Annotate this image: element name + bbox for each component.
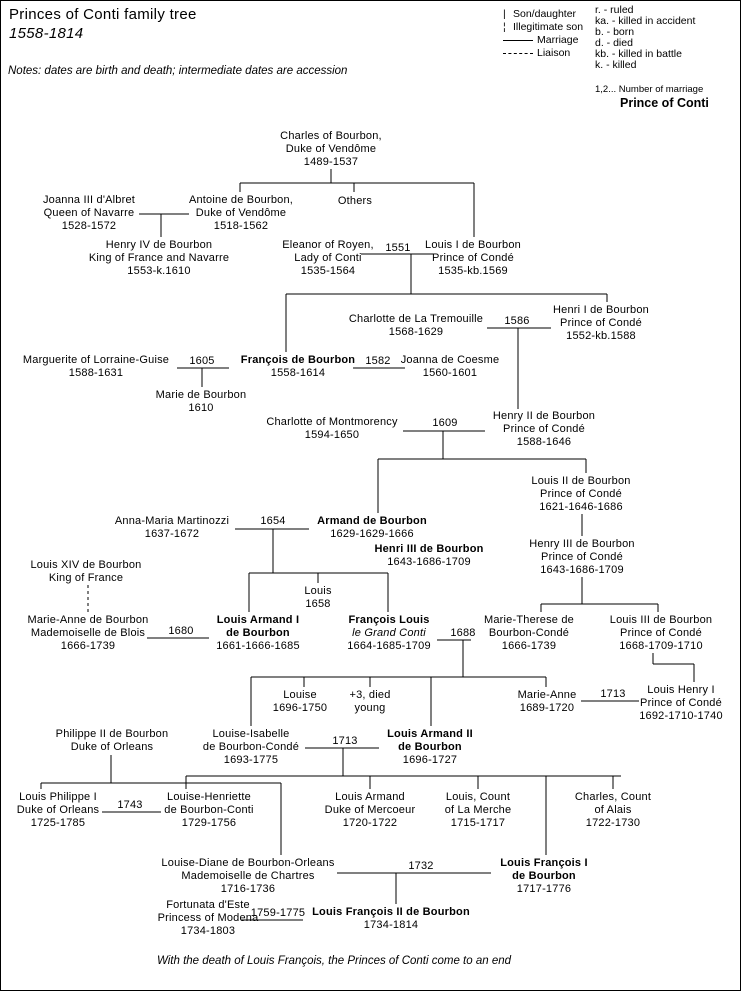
page-title: Princes of Conti family tree: [9, 6, 197, 23]
person-line: 1666-1739: [501, 640, 557, 652]
person-louis-iii: [610, 614, 712, 653]
person-line: Henry IV de Bourbon: [105, 239, 213, 251]
person-line: 1588-1646: [516, 436, 572, 448]
person-line: +3, died: [349, 689, 391, 701]
person-line: de Bourbon: [226, 627, 290, 639]
liaison-line-icon: [503, 53, 533, 54]
person-louis-armand-mercoeur: [325, 791, 416, 830]
legend-prince-of-conti-note: Prince of Conti: [620, 96, 709, 110]
person-line: Queen of Navarre: [43, 207, 135, 219]
person-line: Eleanor of Royen,: [282, 239, 374, 251]
person-line: 1734-1803: [180, 925, 236, 937]
person-line: Prince of Condé: [640, 697, 722, 709]
person-louis-ii: [531, 475, 630, 514]
person-line: Fortunata d'Este: [166, 899, 250, 911]
person-line: 1734-1814: [363, 919, 419, 931]
person-line: 1696-1727: [402, 754, 458, 766]
person-line: 1637-1672: [144, 528, 200, 540]
person-line: Louise-Henriette: [167, 791, 251, 803]
person-line: 1552-kb.1588: [566, 330, 636, 342]
person-louis-armand-ii: [387, 728, 473, 767]
person-line: Princess of Modena: [157, 912, 259, 924]
legend-liaison-label: Liaison: [537, 47, 571, 59]
marriage-year-label: 1582: [365, 355, 391, 367]
legend-marriage-label: Marriage: [537, 34, 579, 46]
illegitimate-line-icon: ¦: [503, 21, 506, 33]
marriage-year-label: 1680: [168, 625, 194, 637]
person-line: Louis, Count: [445, 791, 511, 803]
legend-abbreviation: ka. - killed in accident: [595, 15, 696, 27]
person-line: Louis: [304, 585, 332, 597]
person-henry-ii: [493, 410, 595, 449]
person-line: Marie-Anne: [517, 689, 577, 701]
person-line: Louis Armand I: [216, 614, 300, 626]
person-marguerite-of-lorraine-guise: [23, 354, 169, 380]
person-line: 1643-1686-1709: [387, 556, 471, 568]
person-line: Henry II de Bourbon: [492, 410, 596, 422]
person-line: Louis François II de Bourbon: [312, 906, 470, 918]
person-line: Others: [337, 195, 373, 207]
person-line: 1518-1562: [213, 220, 269, 232]
person-charles-of-bourbon: [280, 130, 382, 169]
person-line: Duke of Orleans: [16, 804, 100, 816]
legend-marriage-number-note: 1,2... Number of marriage: [595, 84, 704, 95]
person-line: 1535-1564: [300, 265, 356, 277]
person-line: Duke of Vendôme: [195, 207, 287, 219]
person-line: 1568-1629: [388, 326, 444, 338]
person-line: Marie de Bourbon: [155, 389, 247, 401]
person-line: de Bourbon: [512, 870, 576, 882]
marriage-year-label: 1654: [260, 515, 286, 527]
marriage-year-label: 1605: [189, 355, 215, 367]
marriage-line-icon: [503, 40, 533, 41]
person-line: young: [354, 702, 386, 714]
person-line: 1666-1739: [60, 640, 116, 652]
person-plus-3-died-young: [349, 689, 390, 715]
person-line: Mademoiselle de Chartres: [181, 870, 315, 882]
person-line: Louis XIV de Bourbon: [30, 559, 142, 571]
person-eleanor-of-royen: [282, 239, 373, 278]
person-line: Louis François I: [500, 857, 588, 869]
person-line: 1692-1710-1740: [639, 710, 723, 722]
person-line: 1528-1572: [61, 220, 117, 232]
person-line: Prince of Condé: [560, 317, 642, 329]
person-line: Lady of Conti: [294, 252, 362, 264]
person-line: Louis III de Bourbon: [609, 614, 713, 626]
person-line: 1588-1631: [68, 367, 124, 379]
person-line: Louis Henry I: [647, 684, 715, 696]
marriage-year-label: 1551: [385, 242, 411, 254]
person-line: of Alais: [594, 804, 632, 816]
person-line: Duke of Vendôme: [285, 143, 377, 155]
person-line: Charles, Count: [574, 791, 652, 803]
marriage-year-label: 1586: [504, 315, 530, 327]
person-line: 1629-1629-1666: [330, 528, 414, 540]
person-line: King of France: [48, 572, 124, 584]
marriage-year-label: 1688: [450, 627, 476, 639]
legend-abbreviations: [595, 5, 695, 71]
person-line: de Bourbon-Conti: [164, 804, 254, 816]
person-henri-iii-de-bourbon: [374, 543, 483, 569]
marriage-year-label: 1609: [432, 417, 458, 429]
person-line: 1643-1686-1709: [540, 564, 624, 576]
person-antoine-de-bourbon: [189, 194, 293, 233]
person-henry-iv: [89, 239, 229, 278]
person-louis-armand-i: [216, 614, 300, 653]
person-line: Louise: [283, 689, 317, 701]
person-philippe-ii: [56, 728, 169, 754]
person-line: 1553-k.1610: [127, 265, 191, 277]
person-louis-philippe-i: [17, 791, 99, 830]
person-louis-francois-ii: [312, 906, 470, 932]
person-line: 1717-1776: [516, 883, 572, 895]
person-line: 1664-1685-1709: [347, 640, 431, 652]
person-louise-diane: [161, 857, 334, 896]
person-line: Joanna de Coesme: [400, 354, 500, 366]
person-line: François Louis: [348, 614, 430, 626]
person-line: Henri I de Bourbon: [553, 304, 649, 316]
person-joanna-de-coesme: [401, 354, 500, 380]
person-line: Louis Armand: [335, 791, 405, 803]
person-line: 1722-1730: [585, 817, 641, 829]
person-line: 1558-1614: [270, 367, 326, 379]
person-line: Charles of Bourbon,: [280, 130, 382, 142]
footer-note: With the death of Louis François, the Princes of Conti come to an end: [156, 955, 512, 967]
person-line: 1725-1785: [30, 817, 86, 829]
person-henri-i: [553, 304, 649, 343]
person-line: 1696-1750: [272, 702, 328, 714]
person-line: King of France and Navarre: [88, 252, 230, 264]
person-line: Louis II de Bourbon: [531, 475, 631, 487]
person-marie-de-bourbon: [156, 389, 247, 415]
legend-liaison: [503, 47, 583, 60]
person-marie-anne: [518, 689, 577, 715]
person-charlotte-de-la-tremouille: [349, 313, 483, 339]
legend-illegitimate-label: Illegitimate son: [513, 21, 584, 33]
person-charles-alais: [575, 791, 651, 830]
person-line: de Bourbon: [398, 741, 462, 753]
person-line: Louise-Isabelle: [212, 728, 290, 740]
person-line: 1715-1717: [450, 817, 506, 829]
person-line: 1489-1537: [303, 156, 359, 168]
person-charlotte-of-montmorency: [266, 416, 397, 442]
person-line: 1610: [188, 402, 214, 414]
person-line: Duke of Orleans: [70, 741, 154, 753]
person-line: Marguerite of Lorraine-Guise: [22, 354, 170, 366]
legend-abbreviation: k. - killed: [595, 59, 637, 71]
person-louise-henriette: [164, 791, 253, 830]
person-line: Prince of Condé: [432, 252, 514, 264]
person-line: Antoine de Bourbon,: [188, 194, 294, 206]
person-line: Duke of Mercoeur: [324, 804, 416, 816]
person-line: de Bourbon-Condé: [202, 741, 300, 753]
person-line: Philippe II de Bourbon: [55, 728, 169, 740]
person-fortunata-deste: [158, 899, 259, 938]
person-line: Marie-Therese de: [483, 614, 575, 626]
person-line: Armand de Bourbon: [317, 515, 427, 527]
person-line: Marie-Anne de Bourbon: [27, 614, 149, 626]
legend-symbols: [503, 8, 583, 60]
person-louise-isabelle: [203, 728, 299, 767]
marriage-year-label: 1759-1775: [250, 907, 306, 919]
legend-abbreviation: kb. - killed in battle: [595, 48, 682, 60]
person-francois-de-bourbon: [241, 354, 355, 380]
person-line: 1560-1601: [422, 367, 478, 379]
person-line: Prince of Condé: [540, 488, 622, 500]
person-louis-i: [425, 239, 521, 278]
person-line: 1716-1736: [220, 883, 276, 895]
person-line: Mademoiselle de Blois: [30, 627, 146, 639]
person-line: of La Merche: [444, 804, 512, 816]
person-line: 1621-1646-1686: [539, 501, 623, 513]
person-louis-1658: [304, 585, 331, 611]
person-line: 1720-1722: [342, 817, 398, 829]
person-line: 1693-1775: [223, 754, 279, 766]
person-line: Charlotte de La Tremouille: [348, 313, 484, 325]
person-line: le Grand Conti: [352, 627, 426, 639]
person-line: Louise-Diane de Bourbon-Orleans: [161, 857, 335, 869]
legend-son-daughter: [503, 8, 583, 21]
legend-abbreviation: r. - ruled: [595, 4, 634, 16]
person-henry-iii-conde: [529, 538, 635, 577]
person-line: Henri III de Bourbon: [374, 543, 484, 555]
person-anna-maria-martinozzi: [115, 515, 229, 541]
person-line: 1594-1650: [304, 429, 360, 441]
legend-marriage: [503, 34, 583, 47]
person-line: Louis Philippe I: [19, 791, 97, 803]
person-line: Bourbon-Condé: [488, 627, 570, 639]
person-armand-de-bourbon: [317, 515, 427, 541]
person-line: Prince of Condé: [620, 627, 702, 639]
person-joanna-iii-dalbret: [43, 194, 135, 233]
person-marie-anne-de-bourbon: [28, 614, 149, 653]
person-louise: [273, 689, 327, 715]
marriage-year-label: 1732: [408, 860, 434, 872]
page-note: Notes: dates are birth and death; intermediate dates are accession: [8, 65, 348, 77]
person-line: 1668-1709-1710: [619, 640, 703, 652]
person-line: Louis I de Bourbon: [425, 239, 521, 251]
person-others: [338, 195, 372, 208]
page-subtitle: 1558-1814: [9, 25, 84, 42]
marriage-year-label: 1743: [117, 799, 143, 811]
son-daughter-line-icon: |: [503, 8, 506, 20]
person-line: François de Bourbon: [240, 354, 356, 366]
person-line: Charlotte of Montmorency: [266, 416, 398, 428]
legend-son-daughter-label: Son/daughter: [513, 8, 577, 20]
person-line: Anna-Maria Martinozzi: [114, 515, 230, 527]
person-line: Prince of Condé: [503, 423, 585, 435]
person-line: 1658: [305, 598, 331, 610]
person-louis-xiv: [30, 559, 141, 585]
person-louis-la-merche: [445, 791, 512, 830]
marriage-year-label: 1713: [600, 688, 626, 700]
person-louis-francois-i: [500, 857, 588, 896]
person-line: Prince of Condé: [541, 551, 623, 563]
legend-illegitimate-son: [503, 21, 583, 34]
person-louis-henry-i: [639, 684, 723, 723]
person-francois-louis: [347, 614, 431, 653]
person-line: 1689-1720: [519, 702, 575, 714]
legend-abbreviation: b. - born: [595, 26, 635, 38]
person-line: 1661-1666-1685: [216, 640, 300, 652]
person-marie-therese: [484, 614, 574, 653]
person-line: Henry III de Bourbon: [529, 538, 635, 550]
person-line: 1729-1756: [181, 817, 237, 829]
marriage-year-label: 1713: [332, 735, 358, 747]
person-line: 1535-kb.1569: [438, 265, 508, 277]
person-line: Louis Armand II: [387, 728, 473, 740]
person-line: Joanna III d'Albret: [42, 194, 136, 206]
legend-abbreviation: d. - died: [595, 37, 633, 49]
